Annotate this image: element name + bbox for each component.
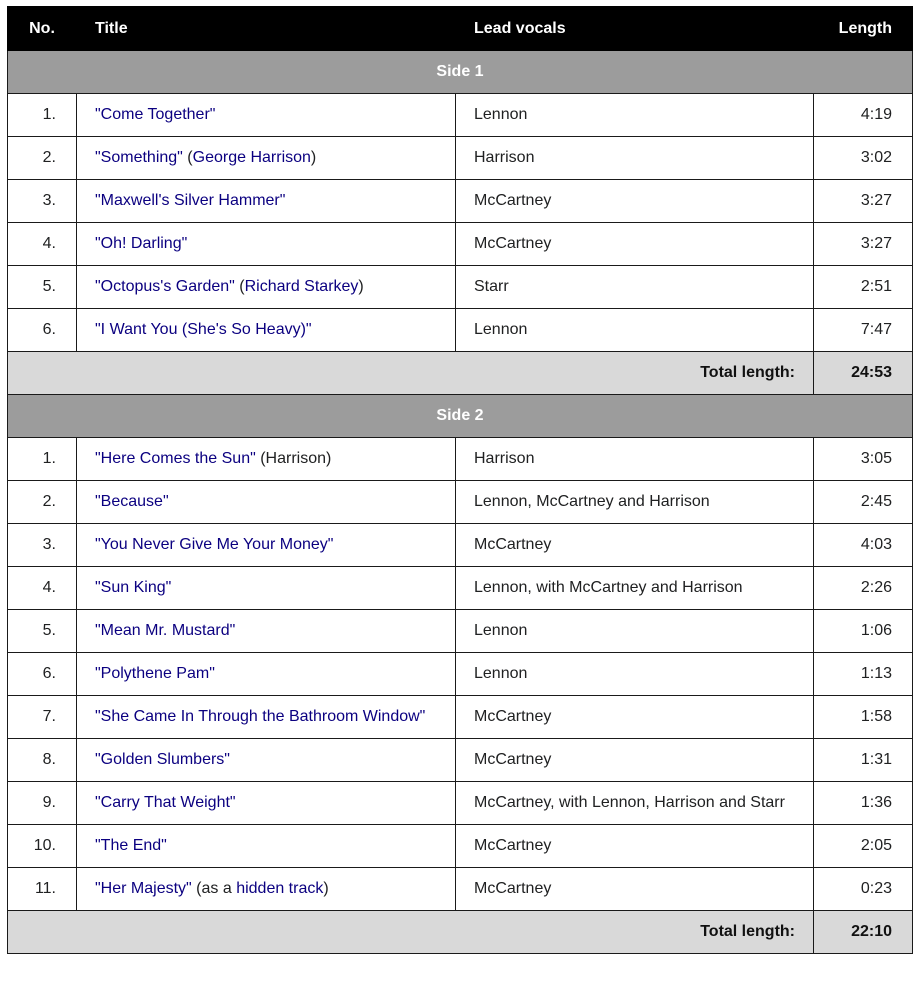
track-row (8, 567, 913, 610)
track-number: 7. (8, 696, 77, 739)
track-row (8, 610, 913, 653)
track-title-cell (77, 868, 456, 911)
track-note-text: (as a (191, 880, 237, 897)
track-lead-vocals: Starr (456, 266, 814, 309)
track-length: 2:51 (814, 266, 913, 309)
side2-heading-row (8, 395, 913, 438)
track-number: 6. (8, 653, 77, 696)
track-title-link[interactable]: "Here Comes the Sun" (95, 450, 256, 467)
track-length: 4:03 (814, 524, 913, 567)
track-title-cell (77, 825, 456, 868)
track-row (8, 180, 913, 223)
track-title-link[interactable]: "Mean Mr. Mustard" (95, 622, 236, 639)
track-number: 1. (8, 94, 77, 137)
track-row (8, 739, 913, 782)
track-lead-vocals: McCartney (456, 868, 814, 911)
track-title-cell (77, 223, 456, 266)
track-length: 1:31 (814, 739, 913, 782)
track-number: 2. (8, 137, 77, 180)
track-lead-vocals: Lennon, with McCartney and Harrison (456, 567, 814, 610)
track-lead-vocals: McCartney, with Lennon, Harrison and Starr (456, 782, 814, 825)
header-length: Length (814, 7, 913, 51)
track-title-cell (77, 94, 456, 137)
track-row (8, 653, 913, 696)
track-title-cell (77, 782, 456, 825)
track-title-cell (77, 696, 456, 739)
track-number: 9. (8, 782, 77, 825)
track-title-cell (77, 438, 456, 481)
track-title-link[interactable]: "Maxwell's Silver Hammer" (95, 192, 286, 209)
track-number: 2. (8, 481, 77, 524)
total-length-value: 24:53 (814, 352, 913, 395)
track-length: 3:27 (814, 180, 913, 223)
track-note-link[interactable]: George Harrison (192, 149, 311, 166)
track-lead-vocals: Lennon (456, 309, 814, 352)
track-row (8, 94, 913, 137)
track-note-text: ) (310, 149, 317, 166)
track-length: 2:45 (814, 481, 913, 524)
track-number: 1. (8, 438, 77, 481)
track-length: 3:27 (814, 223, 913, 266)
track-title-link[interactable]: "Sun King" (95, 579, 172, 596)
track-title-link[interactable]: "The End" (95, 837, 167, 854)
track-note-text: ( (234, 278, 245, 295)
track-note-link[interactable]: hidden track (236, 880, 324, 897)
track-title-cell (77, 481, 456, 524)
track-title-link[interactable]: "You Never Give Me Your Money" (95, 536, 334, 553)
track-lead-vocals: McCartney (456, 825, 814, 868)
track-note-text: ) (323, 880, 329, 897)
total-length-label: Total length: (8, 911, 814, 954)
side1-total-row (8, 352, 913, 395)
track-row (8, 524, 913, 567)
header-row (8, 7, 913, 51)
header-title: Title (77, 7, 456, 51)
track-number: 4. (8, 567, 77, 610)
track-title-link[interactable]: "Octopus's Garden" (95, 278, 235, 295)
track-title-cell (77, 524, 456, 567)
track-title-link[interactable]: "Her Majesty" (95, 880, 192, 897)
track-number: 3. (8, 524, 77, 567)
track-note-text: (Harrison) (255, 450, 332, 467)
track-title-cell (77, 180, 456, 223)
track-number: 3. (8, 180, 77, 223)
track-length: 7:47 (814, 309, 913, 352)
track-row (8, 782, 913, 825)
side1-heading: Side 1 (8, 51, 913, 94)
track-number: 5. (8, 610, 77, 653)
side1-heading-row (8, 51, 913, 94)
track-row (8, 266, 913, 309)
total-length-value: 22:10 (814, 911, 913, 954)
track-note-link[interactable]: Richard Starkey (244, 278, 359, 295)
track-title-link[interactable]: "Carry That Weight" (95, 794, 236, 811)
track-title-link[interactable]: "I Want You (She's So Heavy)" (95, 321, 312, 338)
track-title-cell (77, 266, 456, 309)
side2-total-row (8, 911, 913, 954)
track-length: 1:13 (814, 653, 913, 696)
track-title-link[interactable]: "Oh! Darling" (95, 235, 188, 252)
track-title-cell (77, 653, 456, 696)
track-lead-vocals: McCartney (456, 223, 814, 266)
header-no: No. (8, 7, 77, 51)
track-title-cell (77, 739, 456, 782)
track-length: 1:06 (814, 610, 913, 653)
track-lead-vocals: McCartney (456, 739, 814, 782)
track-title-link[interactable]: "Because" (95, 493, 169, 510)
track-title-link[interactable]: "Polythene Pam" (95, 665, 215, 682)
track-title-link[interactable]: "She Came In Through the Bathroom Window" (95, 708, 426, 725)
track-number: 8. (8, 739, 77, 782)
track-lead-vocals: Lennon (456, 94, 814, 137)
side2-heading: Side 2 (8, 395, 913, 438)
track-lead-vocals: Harrison (456, 438, 814, 481)
track-length: 0:23 (814, 868, 913, 911)
track-title-link[interactable]: "Something" (95, 149, 183, 166)
track-lead-vocals: Lennon, McCartney and Harrison (456, 481, 814, 524)
track-number: 10. (8, 825, 77, 868)
track-row (8, 309, 913, 352)
track-lead-vocals: Lennon (456, 610, 814, 653)
track-lead-vocals: McCartney (456, 696, 814, 739)
track-length: 1:58 (814, 696, 913, 739)
track-number: 11. (8, 868, 77, 911)
track-row (8, 868, 913, 911)
track-number: 4. (8, 223, 77, 266)
track-row (8, 825, 913, 868)
track-length: 2:05 (814, 825, 913, 868)
track-title-cell (77, 309, 456, 352)
track-number: 5. (8, 266, 77, 309)
track-row (8, 696, 913, 739)
track-note-text: ) (358, 278, 364, 295)
track-title-cell (77, 137, 456, 180)
track-lead-vocals: Harrison (456, 137, 814, 180)
track-title-link[interactable]: "Come Together" (95, 106, 216, 123)
total-length-label: Total length: (8, 352, 814, 395)
tracklist-table (7, 6, 913, 954)
header-lead-vocals: Lead vocals (456, 7, 814, 51)
track-title-cell (77, 567, 456, 610)
track-row (8, 438, 913, 481)
track-lead-vocals: McCartney (456, 180, 814, 223)
track-title-cell (77, 610, 456, 653)
track-lead-vocals: Lennon (456, 653, 814, 696)
track-length: 2:26 (814, 567, 913, 610)
track-length: 3:05 (814, 438, 913, 481)
track-title-link[interactable]: "Golden Slumbers" (95, 751, 230, 768)
track-row (8, 137, 913, 180)
track-number: 6. (8, 309, 77, 352)
track-length: 3:02 (814, 137, 913, 180)
track-row (8, 223, 913, 266)
track-length: 4:19 (814, 94, 913, 137)
track-length: 1:36 (814, 782, 913, 825)
track-lead-vocals: McCartney (456, 524, 814, 567)
track-row (8, 481, 913, 524)
track-note-text: ( (182, 149, 193, 166)
